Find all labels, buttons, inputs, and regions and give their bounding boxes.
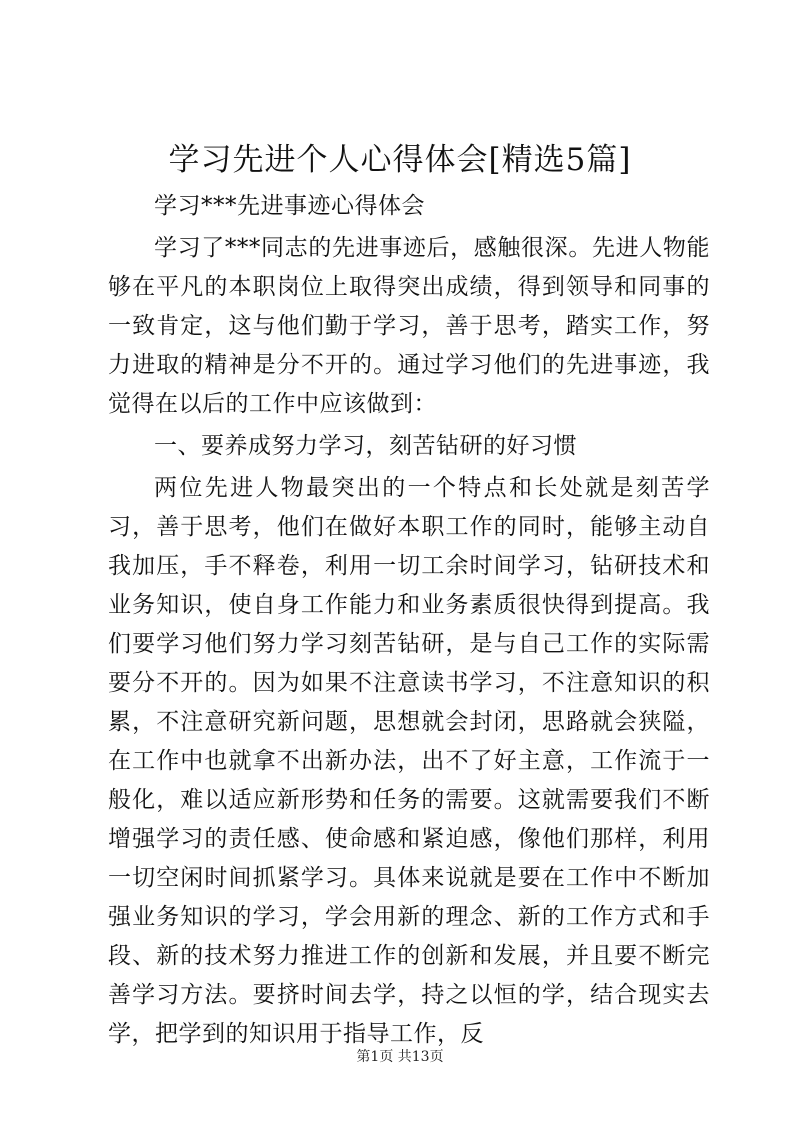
document-body	[108, 187, 710, 1054]
intro-paragraph: 学习了***同志的先进事迹后，感触很深。先进人物能够在平凡的本职岗位上取得突出成绩，得到领导和同事的一致肯定，这与他们勤于学习，善于思考，踏实工作，努力进取的精神是分不开的。通过学习他们的先进事迹，我觉得在以后的工作中应该做到：	[108, 235, 710, 417]
document-title: 学习先进个人心得体会[精选5篇]	[168, 142, 632, 178]
body-paragraph-1: 两位先进人物最突出的一个特点和长处就是刻苦学习，善于思考，他们在做好本职工作的同时，能够主动自我加压，手不释卷，利用一切工余时间学习，钻研技术和业务知识，使自身工作能力和业务素质很快得到提高。我们要学习他们努力学习刻苦钻研，是与自己工作的实际需要分不开的。因为如果不注意读书学习，不注意知识的积累，不注意研究新问题，思想就会封闭，思路就会狭隘，在工作中也就拿不出新办法，出不了好主意，工作流于一般化，难以适应新形势和任务的需要。这就需要我们不断增强学习的责任感、使命感和紧迫感，像他们那样，利用一切空闲时间抓紧学习。具体来说就是要在工作中不断加强业务知识的学习，学会用新的理念、新的工作方式和手段、新的技术努力推进工作的创新和发展，并且要不断完善学习方法。要挤时间去学，持之以恒的学，结合现实去学，把学到的知识用于指导工作，反	[108, 475, 710, 1047]
page-number-footer: 第1页 共13页	[356, 1049, 444, 1065]
section-subtitle: 学习***先进事迹心得体会	[154, 193, 425, 219]
section-heading-1: 一、要养成努力学习，刻苦钻研的好习惯	[154, 433, 577, 459]
